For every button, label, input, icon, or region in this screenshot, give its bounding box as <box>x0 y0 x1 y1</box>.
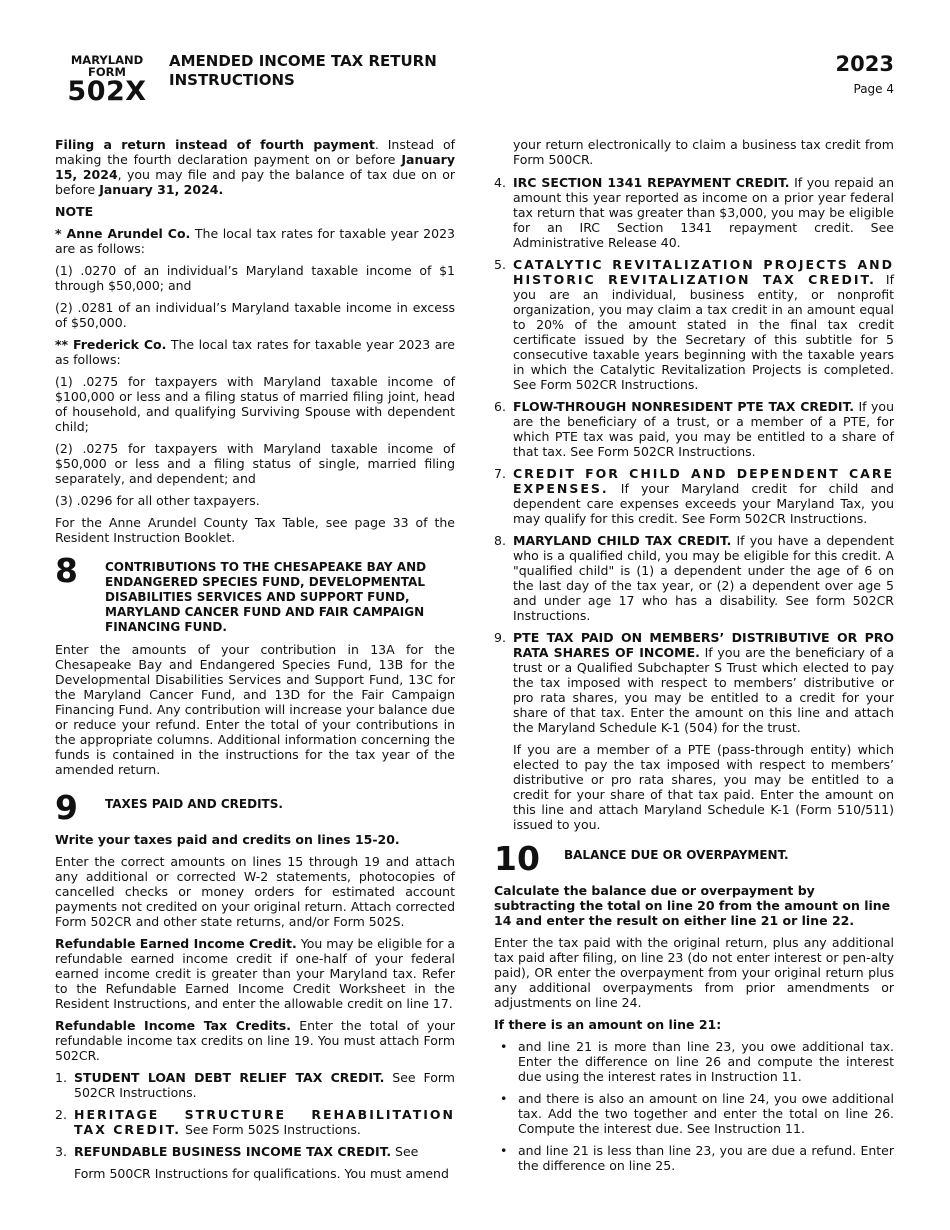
bullet-text: and there is also an amount on line 24, you owe additional tax. Add the two together and enter the total on line 26. Compute the interest due. See Instruction 11. <box>518 1091 894 1136</box>
bullet-icon: • <box>500 1091 508 1106</box>
text-run: If you are an individual, business entity, or nonprofit organization, you may claim a tax credit in an amount equal to 20% of the amount stated in the final tax credit certificate issued by the Secretary of this subtitle for 5 consecutive taxable years beginning with the taxable years in which the Catalytic Revitalization Projects is completed. See Form 502CR Instructions. <box>513 272 894 392</box>
item-3-continuation: Form 500CR Instructions for qualifications. You must amend <box>74 1166 449 1181</box>
refundable-credits-paragraph <box>55 1018 455 1063</box>
item-3-continuation-2: your return electronically to claim a business tax credit from Form 500CR. <box>513 137 894 167</box>
list-item <box>494 533 894 623</box>
item-title: CREDIT FOR CHILD AND DEPENDENT CARE EXPENSES. <box>513 466 894 496</box>
list-number: 9. <box>494 630 506 645</box>
section-number: 8 <box>55 551 78 590</box>
text-run: See Form 502CR Instructions. <box>74 1070 455 1100</box>
list-number: 4. <box>494 175 506 190</box>
list-item <box>494 175 894 250</box>
tax-year: 2023 <box>835 52 894 76</box>
text-run: You may be eligible for a refundable earned income credit if one-half of your federal earned income credit is greater than your Maryland tax. Refer to the Refundable Earned Income Credit Worksheet in the Resident Instructions, and enter the allowable credit on line 17. <box>55 936 456 1011</box>
section-number: 9 <box>55 788 78 827</box>
anne-arundel-paragraph <box>55 226 455 256</box>
list-number: 6. <box>494 399 506 414</box>
frederick-rate-3: (3) .0296 for all other taxpayers. <box>55 493 260 508</box>
section-8-header <box>55 551 455 635</box>
date-jan-31: January 31, 2024. <box>99 182 224 197</box>
frederick-rate-1: (1) .0275 for taxpayers with Maryland taxable income of $100,000 or less and a filing status of married filing joint, head of household, and qualifying Surviving Spouse with dependent child; <box>55 374 455 434</box>
credits-list-continued <box>494 175 894 735</box>
refundable-eic-paragraph <box>55 936 455 1011</box>
section-heading: TAXES PAID AND CREDITS. <box>105 797 283 811</box>
text-run: Enter the total of your refundable income tax credits on line 19. You must attach Form 502CR. <box>55 1018 456 1063</box>
section-10-header <box>494 839 894 878</box>
bullet-icon: • <box>500 1039 508 1054</box>
form-word-label: FORM <box>88 65 126 79</box>
line-21-bullets <box>494 1039 894 1173</box>
list-item <box>494 1039 894 1084</box>
fourth-payment-heading: Filing a return instead of fourth payment <box>55 137 375 152</box>
form-number: 502X <box>67 76 147 107</box>
text-run: If you are the beneficiary of a trust or a Qualified Subchapter S Trust which elected to pay the tax imposed with respect to members’ distributive or pro rata shares, you may be entitled to a credit for your share of that tax. Enter the amount on this line and attach the Maryland Schedule K-1 (504) for the trust. <box>513 645 894 735</box>
anne-arundel-rate-1: (1) .0270 of an individual’s Maryland taxable income of $1 through $50,000; and <box>55 263 455 293</box>
page-title: AMENDED INCOME TAX RETURN INSTRUCTIONS <box>169 52 437 89</box>
list-item <box>494 466 894 526</box>
list-number: 8. <box>494 533 506 548</box>
section-heading: BALANCE DUE OR OVERPAYMENT. <box>564 848 789 862</box>
section-10-subheading: Calculate the balance due or overpayment by subtracting the total on line 20 from the amount on line 14 and enter the result on either line 21 or line 22. <box>494 883 891 928</box>
fourth-payment-paragraph <box>55 137 455 197</box>
item-title: CATALYTIC REVITALIZATION PROJECTS AND HISTORIC REVITALIZATION TAX CREDIT. <box>513 257 894 287</box>
text-run: The local tax rates for taxable year 2023 are as follows: <box>55 226 455 256</box>
list-item <box>55 1107 455 1137</box>
item-title: REFUNDABLE BUSINESS INCOME TAX CREDIT. <box>74 1144 392 1159</box>
text-run: See Form 502S Instructions. <box>180 1122 361 1137</box>
item-title: STUDENT LOAN DEBT RELIEF TAX CREDIT. <box>74 1070 385 1085</box>
anne-arundel-label: * Anne Arundel Co. <box>55 226 191 241</box>
bullet-text: and line 21 is less than line 23, you are due a refund. Enter the difference on line 25. <box>518 1143 894 1173</box>
list-item <box>494 1143 894 1173</box>
list-item <box>55 1070 455 1100</box>
list-number: 3. <box>55 1144 67 1159</box>
anne-arundel-rate-2: (2) .0281 of an individual’s Maryland taxable income in excess of $50,000. <box>55 300 455 330</box>
text-run: If you have a dependent who is a qualified child, you may be eligible for this credit. A "qualified child" is (1) a dependent under the age of 6 on the last day of the tax year, or (2) a dependent over age 5 and under age 17 who has a disability. See form 502CR Instructions. <box>513 533 894 623</box>
refundable-credits-label: Refundable Income Tax Credits. <box>55 1018 291 1033</box>
left-column <box>55 137 455 1188</box>
text-run: If you repaid an amount this year reported as income on a prior year federal tax return that was greater than $3,000, you may be eligible for an IRC Section 1341 repayment credit. See Administrative Release 40. <box>513 175 895 250</box>
list-number: 2. <box>55 1107 67 1122</box>
section-9-text: Enter the correct amounts on lines 15 through 19 and attach any additional or corrected W-2 statements, photocopies of cancelled checks or money orders for estimated account payments not credited on your original return. Attach corrected Form 502CR and other state returns, and/or Form 502S. <box>55 854 455 929</box>
text-run: If you are the beneficiary of a trust, or a member of a PTE, for which PTE tax was paid, you may be entitled to a share of that tax. See Form 502CR Instructions. <box>513 399 894 459</box>
line-21-heading: If there is an amount on line 21: <box>494 1017 722 1032</box>
right-column <box>494 137 894 1180</box>
section-number: 10 <box>494 839 540 878</box>
text-run: See <box>391 1144 419 1159</box>
frederick-label: ** Frederick Co. <box>55 337 167 352</box>
section-8-text: Enter the amounts of your contribution in 13A for the Chesapeake Bay and Endangered Species Fund, 13B for the Developmental Disabilities Services and Support Fund, 13C for the Maryland Cancer Fund, and 13D for the Fair Campaign Financing Fund. Any contribution will increase your balance due or reduce your refund. Enter the total of your contributions in the appropriate columns. Additional information concerning the funds is contained in the instructions for the tax year of the amended return. <box>55 642 455 777</box>
text-run: The local tax rates for taxable year 2023 are as follows: <box>55 337 455 367</box>
section-heading: CONTRIBUTIONS TO THE CHESAPEAKE BAY AND ENDANGERED SPECIES FUND, DEVELOPMENTAL DISABILITIES SERVICES AND SUPPORT FUND, MARYLAND CANCER FUND AND FAIR CAMPAIGN FINANCING FUND. <box>105 560 427 634</box>
item-title: FLOW-THROUGH NONRESIDENT PTE TAX CREDIT. <box>513 399 854 414</box>
form-state-label: MARYLAND <box>70 53 144 67</box>
section-9-subheading: Write your taxes paid and credits on lines 15-20. <box>55 832 400 847</box>
list-number: 5. <box>494 257 506 272</box>
list-item <box>55 1144 455 1159</box>
date-jan-15: January 15, 2024 <box>55 152 455 182</box>
item-title: IRC SECTION 1341 REPAYMENT CREDIT. <box>513 175 790 190</box>
credits-list <box>55 1070 455 1159</box>
item-title: PTE TAX PAID ON MEMBERS’ DISTRIBUTIVE OR PRO RATA SHARES OF INCOME. <box>513 630 894 660</box>
list-item <box>494 399 894 459</box>
section-9-header <box>55 788 455 827</box>
list-number: 7. <box>494 466 506 481</box>
bullet-text: and line 21 is more than line 23, you owe additional tax. Enter the difference on line 26 and compute the interest due using the interest rates in Instruction 11. <box>518 1039 894 1084</box>
refundable-eic-label: Refundable Earned Income Credit. <box>55 936 297 951</box>
note-heading: NOTE <box>55 204 94 219</box>
text-run: , you may file and pay the balance of tax due on or before <box>55 167 455 197</box>
text-run: If your Maryland credit for child and dependent care expenses exceeds your Maryland Tax, you may qualify for this credit. See Form 502CR Instructions. <box>513 481 894 526</box>
section-10-text: Enter the tax paid with the original return, plus any additional tax paid after filing, on line 23 (do not enter interest or pen-alty paid), OR enter the overpayment from your original return plus any additional overpayments from prior amendments or adjustments on line 24. <box>494 935 894 1010</box>
text-run: . Instead of making the fourth declaration payment on or before <box>55 137 455 167</box>
frederick-paragraph <box>55 337 455 367</box>
list-item <box>494 257 894 392</box>
list-number: 1. <box>55 1070 67 1085</box>
list-item <box>494 630 894 735</box>
page-number: Page 4 <box>853 82 894 96</box>
item-title: HERITAGE STRUCTURE REHABILITATION TAX CREDIT. <box>74 1107 455 1137</box>
tax-table-reference: For the Anne Arundel County Tax Table, see page 33 of the Resident Instruction Booklet. <box>55 515 455 545</box>
item-title: MARYLAND CHILD TAX CREDIT. <box>513 533 732 548</box>
list-item <box>494 1091 894 1136</box>
item-9-continuation: If you are a member of a PTE (pass-through entity) which elected to pay the tax imposed with respect to members’ distributive or pro rata shares, you may be entitled to a credit for your share of that tax paid. Enter the amount on this line and attach Maryland Schedule K-1 (Form 510/511) issued to you. <box>513 742 894 832</box>
bullet-icon: • <box>500 1143 508 1158</box>
frederick-rate-2: (2) .0275 for taxpayers with Maryland taxable income of $50,000 or less and a filing status of single, married filing separately, and dependent; and <box>55 441 455 486</box>
